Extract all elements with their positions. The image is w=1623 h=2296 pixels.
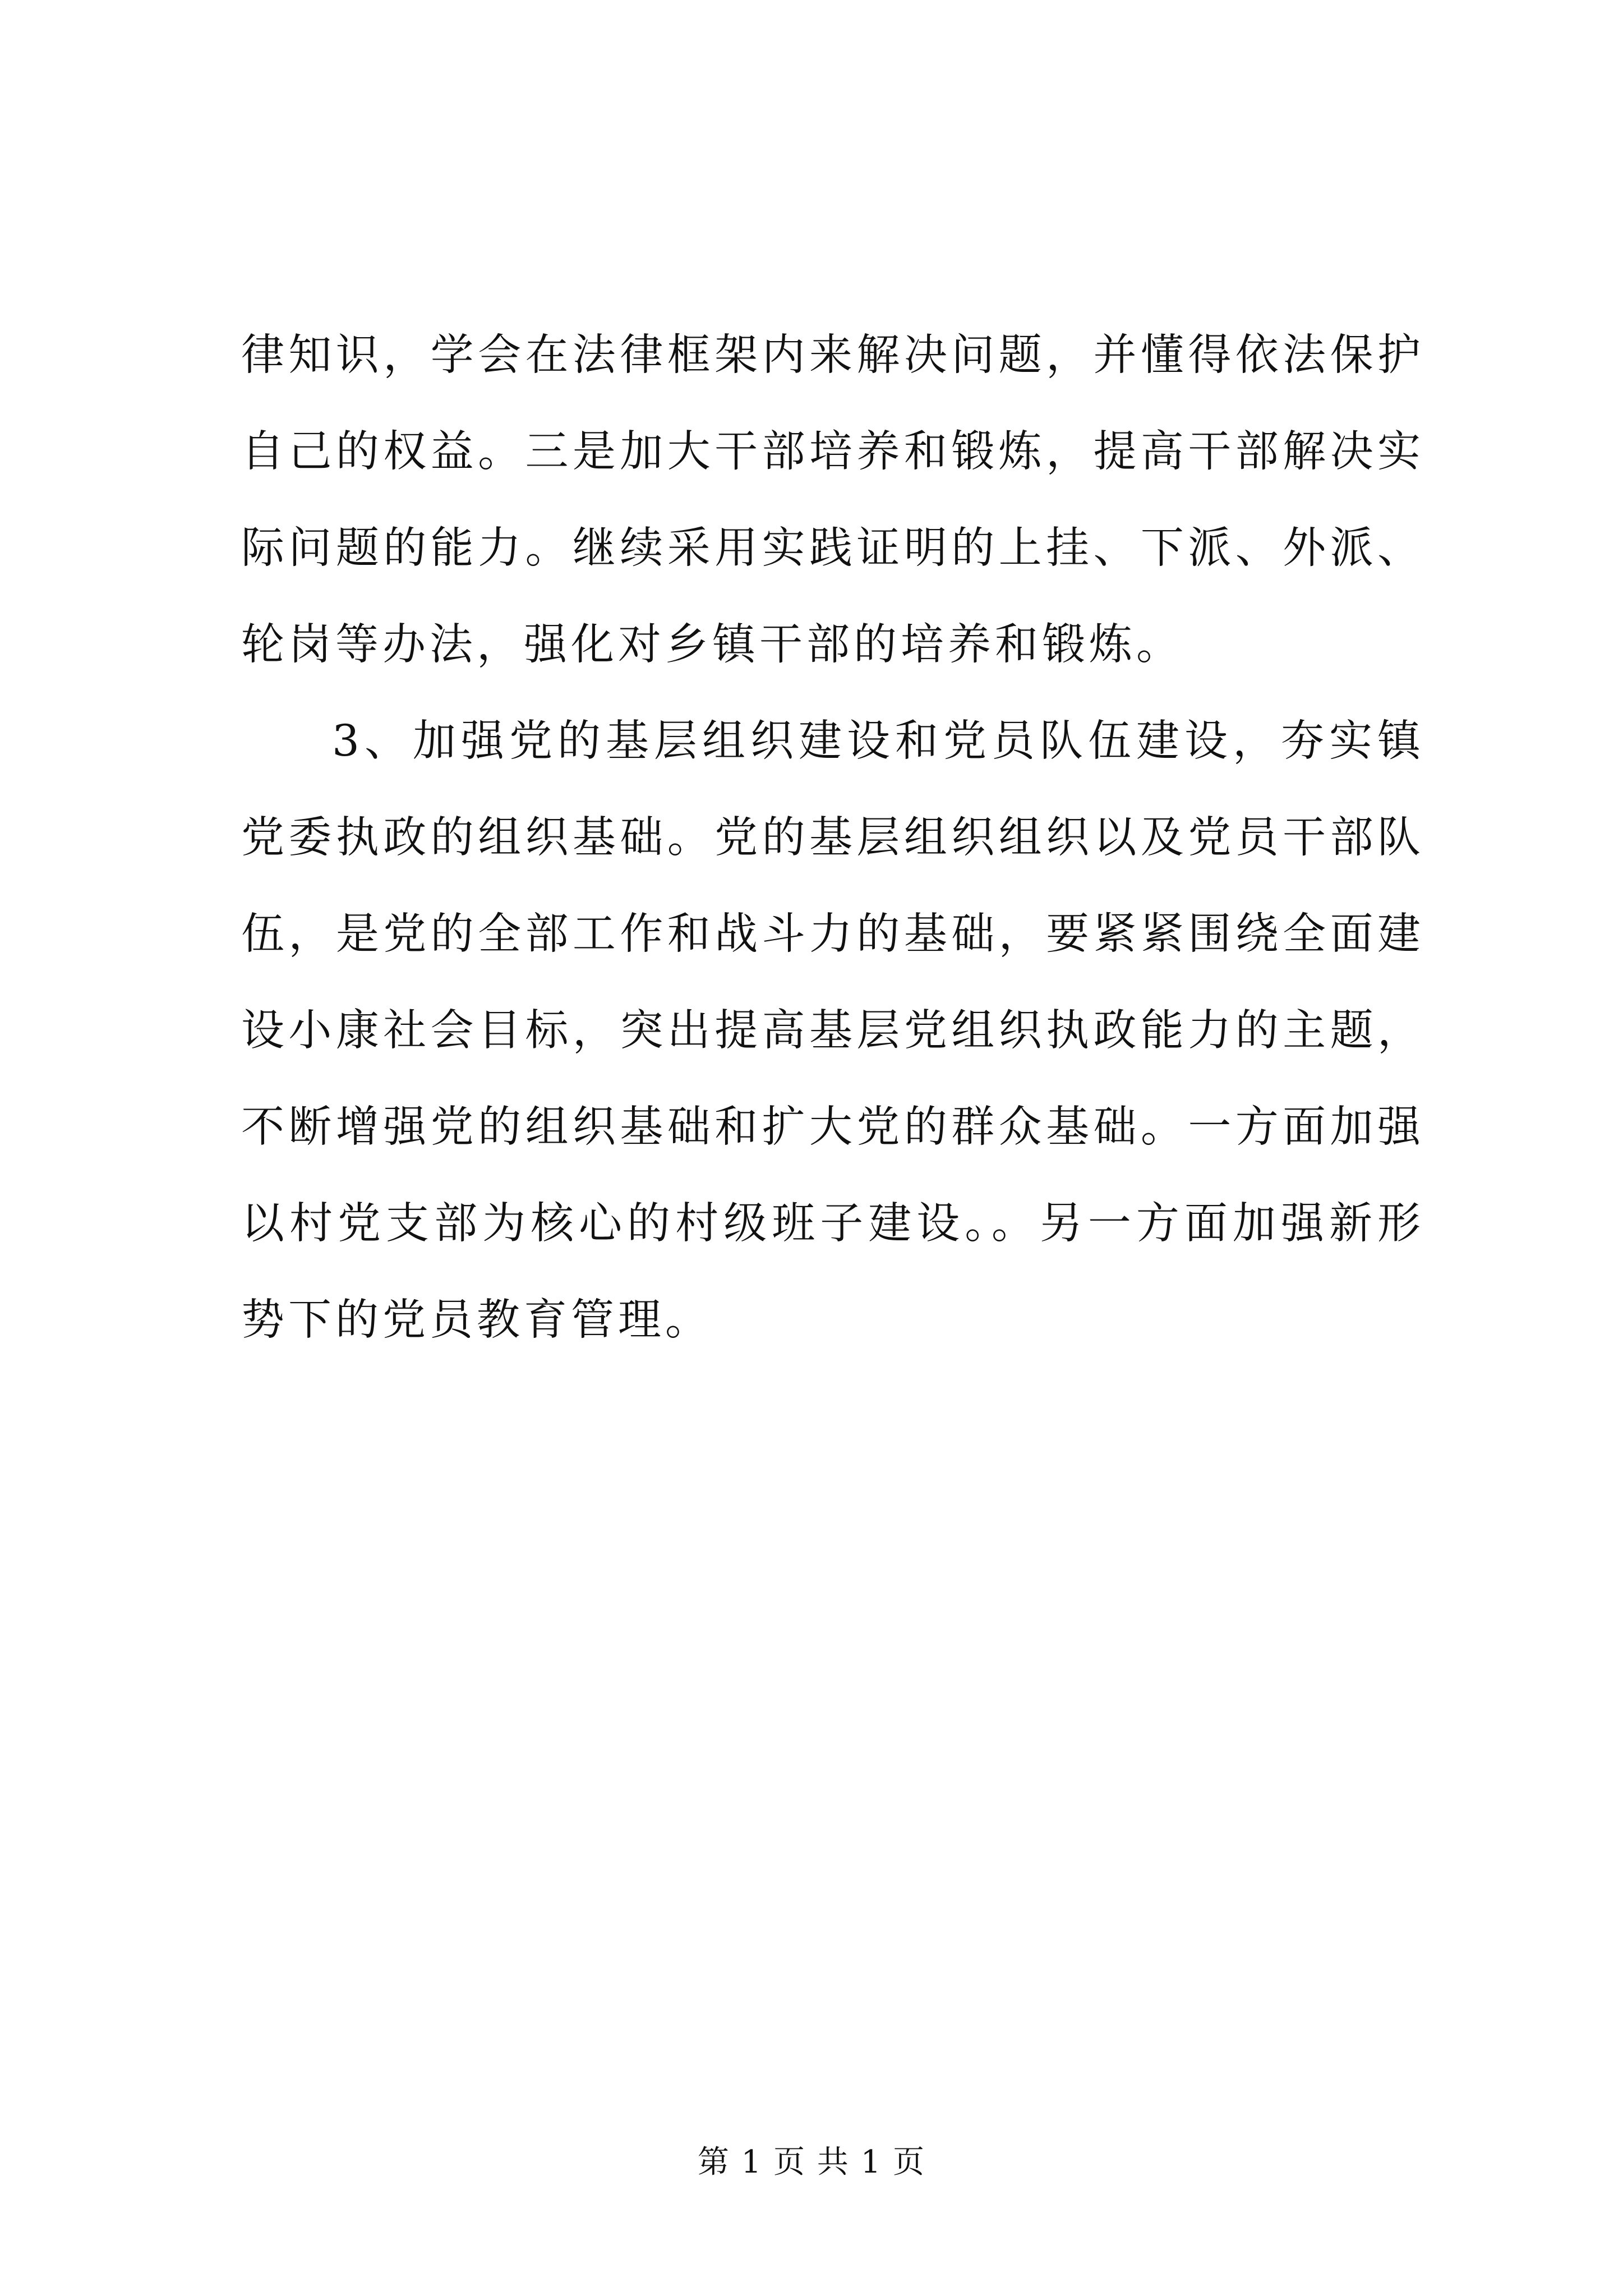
page-footer: 第 1 页 共 1 页 bbox=[697, 2144, 926, 2180]
paragraph-continuation: 律知识，学会在法律框架内来解决问题，并懂得依法保护自己的权益。三是加大干部培养和锻炼，提高干部解决实际问题的能力。继续采用实践证明的上挂、下派、外派、轮岗等办法，强化对乡镇干部的培养和锻炼。 bbox=[241, 330, 1424, 670]
paragraph-3: 3、加强党的基层组织建设和党员队伍建设，夯实镇党委执政的组织基础。党的基层组织组织以及党员干部队伍，是党的全部工作和战斗力的基础，要紧紧围绕全面建设小康社会目标，突出提高基层党组织执政能力的主题，不断增强党的组织基础和扩大党的群众基础。一方面加强以村党支部为核心的村级班子建设。。另一方面加强新形势下的党员教育管理。 bbox=[241, 716, 1424, 1345]
document-body bbox=[241, 307, 1424, 1369]
